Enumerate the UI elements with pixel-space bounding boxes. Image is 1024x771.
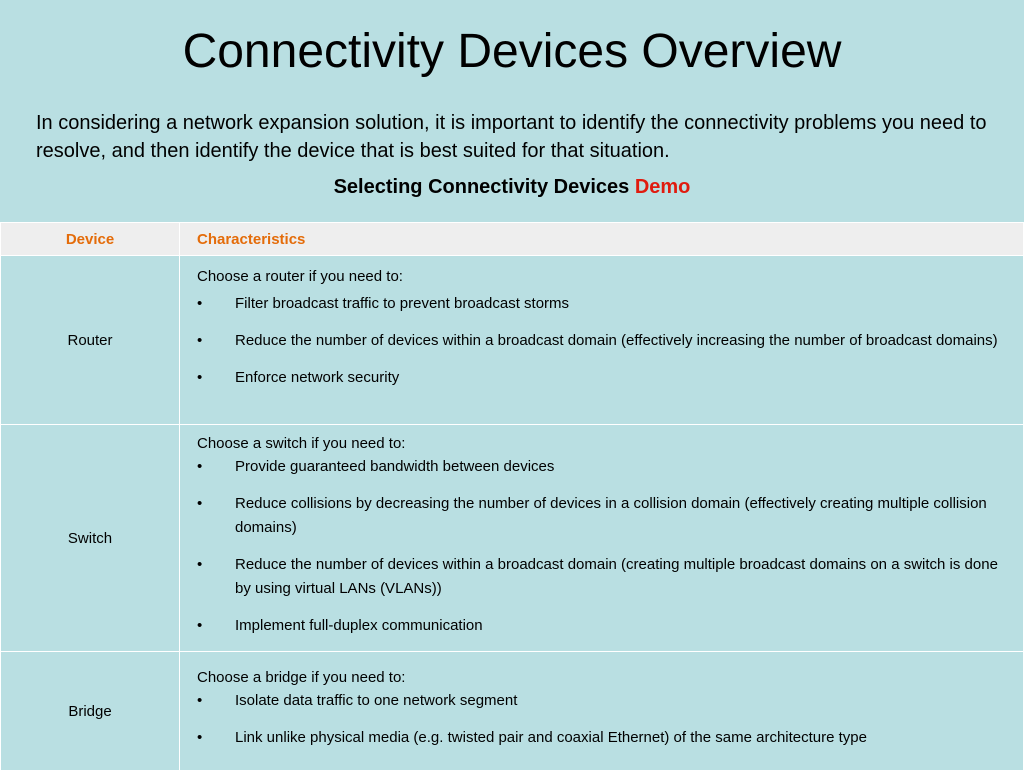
list-item-text: Enforce network security bbox=[235, 369, 400, 386]
bullet-icon: • bbox=[197, 729, 203, 746]
subtitle-text: Selecting Connectivity Devices bbox=[333, 176, 635, 198]
list-item bbox=[197, 366, 1003, 390]
bridge-intro: Choose a bridge if you need to: bbox=[197, 669, 406, 686]
characteristics-bridge bbox=[180, 652, 1024, 771]
list-item bbox=[197, 492, 1003, 540]
bullet-icon: • bbox=[197, 495, 203, 512]
table-header-row bbox=[1, 223, 1024, 256]
bullet-icon: • bbox=[197, 556, 203, 573]
devices-table bbox=[0, 222, 1024, 771]
header-characteristics: Characteristics bbox=[180, 223, 1024, 256]
device-name-switch: Switch bbox=[1, 425, 180, 652]
bullet-icon: • bbox=[197, 617, 203, 634]
list-item-text: Isolate data traffic to one network segment bbox=[235, 692, 518, 709]
table-row-router bbox=[1, 256, 1024, 425]
bridge-bullet-list bbox=[197, 689, 1003, 750]
router-bullet-list bbox=[197, 292, 1003, 390]
header-device: Device bbox=[1, 223, 180, 256]
switch-intro: Choose a switch if you need to: bbox=[197, 435, 406, 452]
list-item-text: Filter broadcast traffic to prevent broadcast storms bbox=[235, 295, 570, 312]
switch-bullet-list bbox=[197, 455, 1003, 638]
subtitle bbox=[0, 174, 1024, 200]
slide-title: Connectivity Devices Overview bbox=[182, 25, 842, 78]
bullet-icon: • bbox=[197, 369, 203, 386]
device-name-bridge: Bridge bbox=[1, 652, 180, 771]
list-item-text: Implement full-duplex communication bbox=[235, 617, 483, 634]
list-item bbox=[197, 614, 1003, 638]
intro-paragraph: In considering a network expansion solution, it is important to identify the connectivity problems you need to resolve, and then identify the device that is best suited for that situation. bbox=[36, 112, 987, 162]
bullet-icon: • bbox=[197, 295, 203, 312]
list-item bbox=[197, 329, 1003, 353]
table-row-bridge bbox=[1, 652, 1024, 771]
bullet-icon: • bbox=[197, 692, 203, 709]
bullet-icon: • bbox=[197, 332, 203, 349]
list-item-text: Link unlike physical media (e.g. twisted pair and coaxial Ethernet) of the same architecture type bbox=[235, 729, 867, 746]
devices-table-container bbox=[0, 222, 1024, 771]
list-item bbox=[197, 553, 1003, 601]
characteristics-switch bbox=[180, 425, 1024, 652]
table-row-switch bbox=[1, 425, 1024, 652]
list-item bbox=[197, 726, 1003, 750]
list-item-text: Reduce collisions by decreasing the number of devices in a collision domain (effectively creating multiple collision domains) bbox=[235, 495, 987, 536]
bullet-icon: • bbox=[197, 458, 203, 475]
list-item bbox=[197, 689, 1003, 713]
list-item-text: Provide guaranteed bandwidth between devices bbox=[235, 458, 555, 475]
device-name-router: Router bbox=[1, 256, 180, 425]
list-item-text: Reduce the number of devices within a broadcast domain (effectively increasing the number of broadcast domains) bbox=[235, 332, 998, 349]
demo-link[interactable]: Demo bbox=[634, 176, 691, 198]
characteristics-router bbox=[180, 256, 1024, 425]
list-item-text: Reduce the number of devices within a broadcast domain (creating multiple broadcast domains on a switch is done by using virtual LANs (VLANs)) bbox=[235, 556, 998, 597]
list-item bbox=[197, 455, 1003, 479]
list-item bbox=[197, 292, 1003, 316]
router-intro: Choose a router if you need to: bbox=[197, 268, 403, 285]
